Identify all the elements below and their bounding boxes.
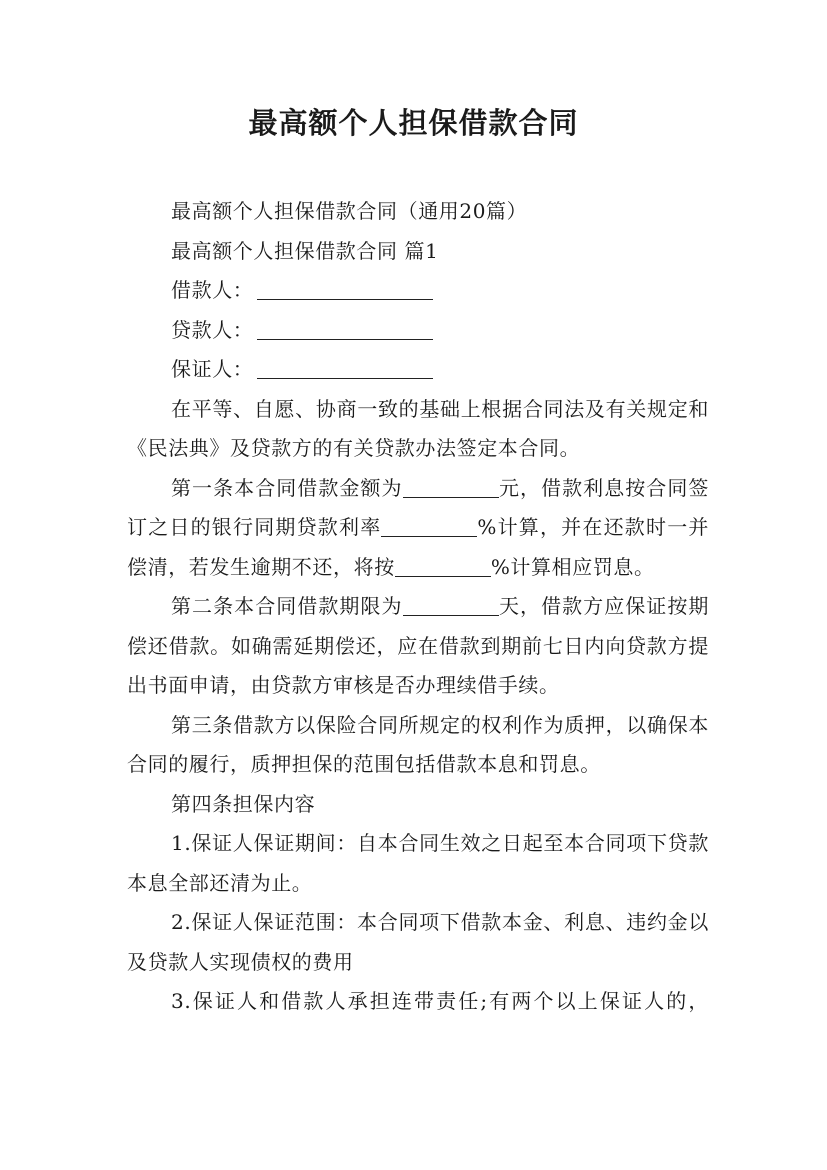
article-2-text-b: 天，借款方应保证按期偿还借款。如确需延期偿还，应在借款到期前七日内向贷款方提出书面申请，由贷款方审核是否办理续借手续。: [127, 594, 710, 697]
intro-paragraph: 在平等、自愿、协商一致的基础上根据合同法及有关规定和《民法典》及贷款方的有关贷款办法签定本合同。: [127, 396, 709, 460]
guarantor-blank: [257, 358, 433, 379]
item-1-paragraph: 1.保证人保证期间：自本合同生效之日起至本合同项下贷款本息全部还清为止。: [127, 831, 709, 895]
article-1-text-a: 第一条本合同借款金额为: [171, 475, 403, 500]
amount-blank: [403, 477, 499, 498]
lender-blank: [257, 319, 433, 340]
term-days-blank: [403, 595, 499, 616]
article-2-paragraph: [127, 587, 709, 706]
document-body: [127, 192, 709, 1022]
borrower-blank: [257, 279, 433, 300]
penalty-rate-blank: [395, 556, 491, 577]
article-1-paragraph: [127, 469, 709, 588]
guarantor-label: 保证人：: [171, 357, 254, 381]
lender-line: [127, 311, 709, 351]
item-2-paragraph: 2.保证人保证范围：本合同项下借款本金、利息、违约金以及贷款人实现债权的费用: [127, 910, 709, 974]
section-heading: 最高额个人担保借款合同 篇1: [171, 238, 439, 263]
article-2-text-a: 第二条本合同借款期限为: [171, 594, 403, 618]
document-title: 最高额个人担保借款合同: [248, 106, 579, 140]
article-3-paragraph: 第三条借款方以保险合同所规定的权利作为质押，以确保本合同的履行，质押担保的范围包括借款本息和罚息。: [127, 712, 709, 776]
interest-rate-blank: [381, 516, 477, 537]
article-1-text-c: %计算，并在还款时一并偿清，若发生逾期不还，将按: [127, 515, 710, 579]
lender-label: 贷款人：: [171, 317, 254, 342]
item-3-paragraph: 3.保证人和借款人承担连带责任;有两个以上保证人的，: [171, 989, 709, 1013]
guarantor-line: [127, 350, 709, 390]
borrower-label: 借款人：: [171, 278, 254, 302]
article-1-text-d: %计算相应罚息。: [490, 554, 655, 579]
article-4-heading: 第四条担保内容: [171, 791, 316, 816]
document-subtitle: 最高额个人担保借款合同（通用20篇）: [171, 199, 528, 223]
borrower-line: [127, 271, 709, 311]
article-1-text-b: 元，借款利息按合同签订之日的银行同期贷款利率: [127, 475, 710, 539]
